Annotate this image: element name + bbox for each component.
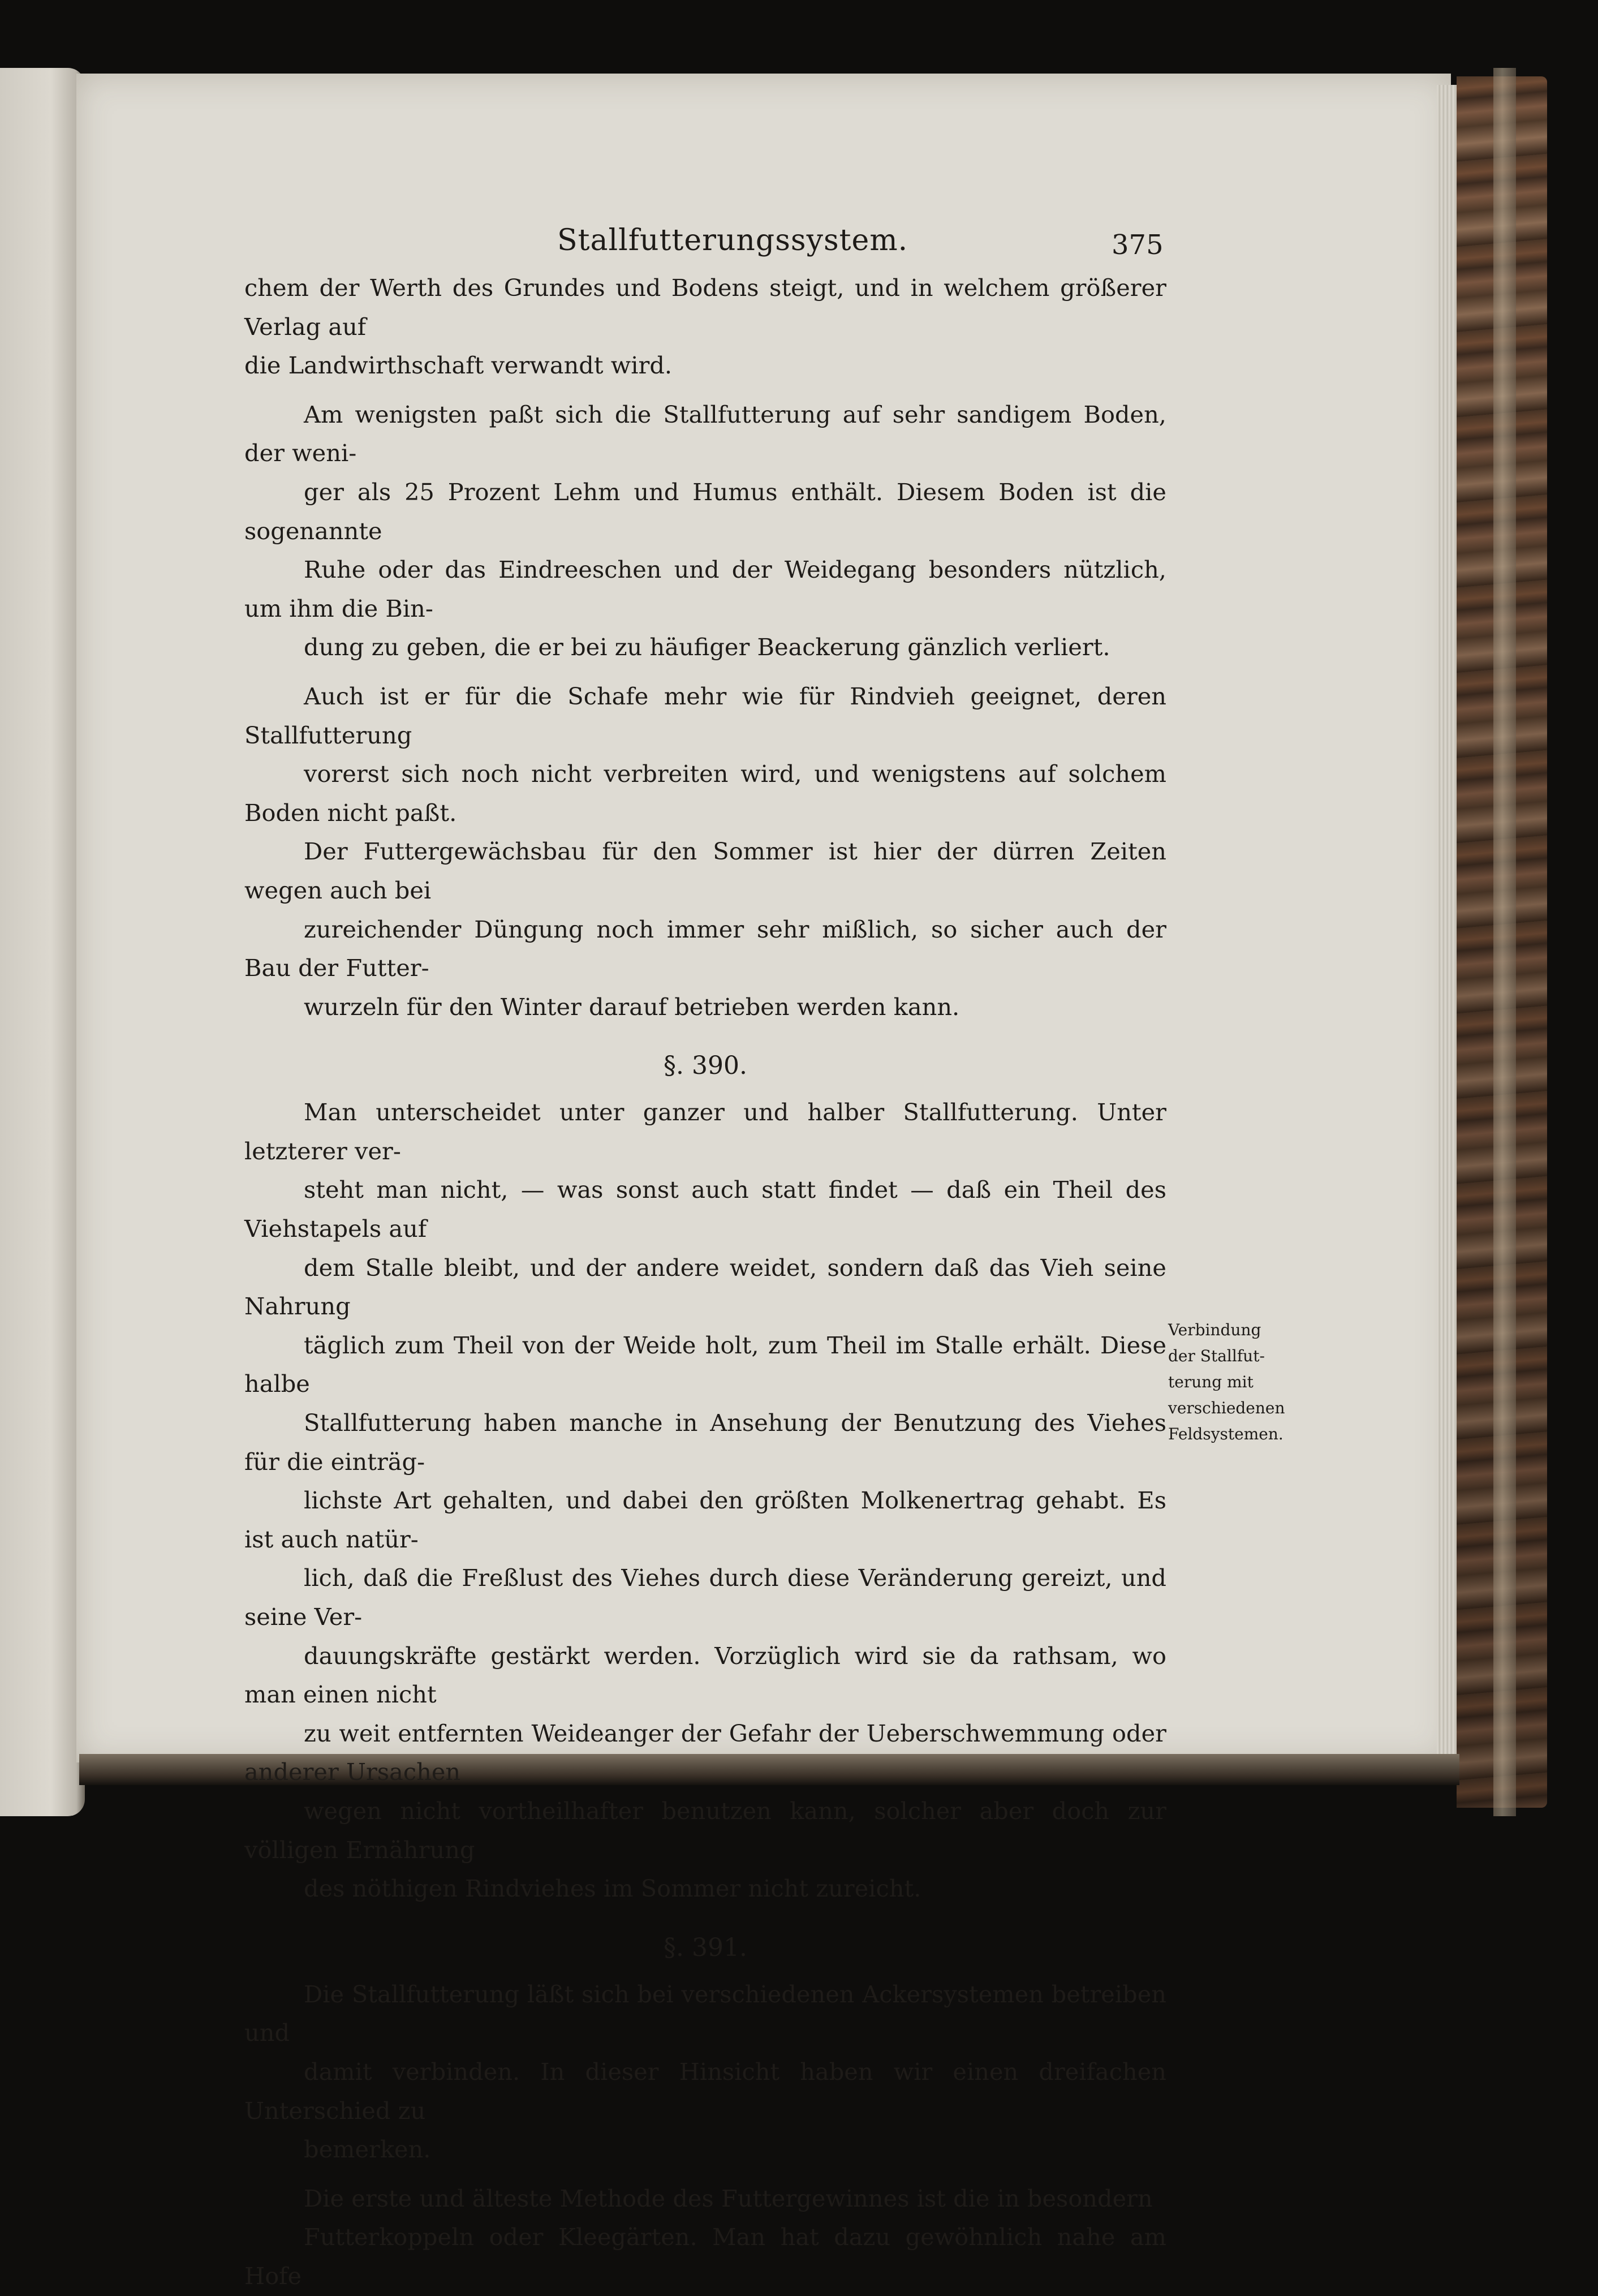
section-heading-391: §. 391. [664,1933,747,1962]
text-line: die Landwirthschaft verwandt wird. [244,351,673,380]
text-line: Futterkoppeln oder Kleegärten. Man hat dazu gewöhnlich nahe am Hofe [244,2223,1166,2290]
text-line: Stallfutterung haben manche in Ansehung der Benutzung des Viehes für die einträg- [244,1409,1166,1476]
paragraph [244,269,1166,385]
text-line: ger als 25 Prozent Lehm und Humus enthält. Diesem Boden ist die sogenannte [244,478,1166,545]
text-line: dem Stalle bleibt, und der andere weidet, sondern daß das Vieh seine Nahrung [244,1253,1166,1321]
text-line: wurzeln für den Winter darauf betrieben werden kann. [304,992,960,1021]
margin-note-line: Feldsystemen. [1168,1425,1283,1443]
text-line: wegen nicht vortheilhafter benutzen kann, solcher aber doch zur völligen Ernährung [244,1796,1166,1864]
text-line: bemerken. [304,2135,431,2164]
text-line: des nöthigen Rindviehes im Sommer nicht zureicht. [304,1874,921,1903]
running-head: Stallfutterungssystem. [557,223,908,257]
paragraph [244,1975,1166,2169]
margin-note-line: Verbindung [1168,1321,1261,1339]
text-line: steht man nicht, — was sonst auch statt findet — daß ein Theil des Viehstapels auf [244,1176,1166,1243]
text-line: Am wenigsten paßt sich die Stallfutterung auf sehr sandigem Boden, der weni- [244,400,1166,467]
page-number: 375 [1112,229,1164,261]
text-line: damit verbinden. In dieser Hinsicht haben wir einen dreifachen Unterschied zu [244,2057,1166,2125]
text-line: dauungskräfte gestärkt werden. Vorzüglich wird sie da rathsam, wo man einen nicht [244,1641,1166,1709]
text-line: dung zu geben, die er bei zu häufiger Beackerung gänzlich verliert. [304,633,1110,661]
text-line: Die Stallfutterung läßt sich bei verschiedenen Ackersystemen betreiben und [244,1980,1166,2047]
margin-note [1168,1317,1293,1447]
margin-note-line: terung mit [1168,1373,1254,1391]
text-line: chem der Werth des Grundes und Bodens steigt, und in welchem größerer Verlag auf [244,274,1166,341]
paragraph [244,1093,1166,1908]
text-line: lichste Art gehalten, und dabei den größten Molkenertrag gehabt. Es ist auch natür- [244,1486,1166,1553]
margin-note-line: der Stallfut- [1168,1347,1265,1365]
paragraph [244,2179,1166,2296]
text-line: täglich zum Theil von der Weide holt, zum Theil im Stalle erhält. Diese halbe [244,1331,1166,1398]
margin-note-line: verschiedenen [1168,1399,1285,1417]
cover-edge [1493,68,1516,1816]
text-line: zu weit entfernten Weideanger der Gefahr der Ueberschwemmung oder anderer Ursachen [244,1719,1166,1786]
section-heading-390: §. 390. [664,1051,747,1081]
text-line: Ruhe oder das Eindreeschen und der Weidegang besonders nützlich, um ihm die Bin- [244,556,1166,622]
text-line: Die erste und älteste Methode des Futtergewinnes ist die in besondern [304,2184,1153,2212]
paragraph [244,395,1166,667]
paragraph [244,677,1166,1026]
text-line: Der Futtergewächsbau für den Sommer ist hier der dürren Zeiten wegen auch bei [244,837,1166,904]
text-line: vorerst sich noch nicht verbreiten wird, und wenigstens auf solchem Boden nicht paßt. [244,760,1166,827]
left-facing-page [0,68,85,1816]
text-line: Man unterscheidet unter ganzer und halber Stallfutterung. Unter letzterer ver- [244,1098,1166,1165]
text-line: lich, daß die Freßlust des Viehes durch diese Veränderung gereizt, und seine Ver- [244,1564,1166,1631]
text-line: zureichender Düngung noch immer sehr mißlich, so sicher auch der Bau der Futter- [244,915,1166,982]
text-line: Auch ist er für die Schafe mehr wie für Rindvieh geeignet, deren Stallfutterung [244,682,1166,749]
body-text [244,269,1166,2296]
